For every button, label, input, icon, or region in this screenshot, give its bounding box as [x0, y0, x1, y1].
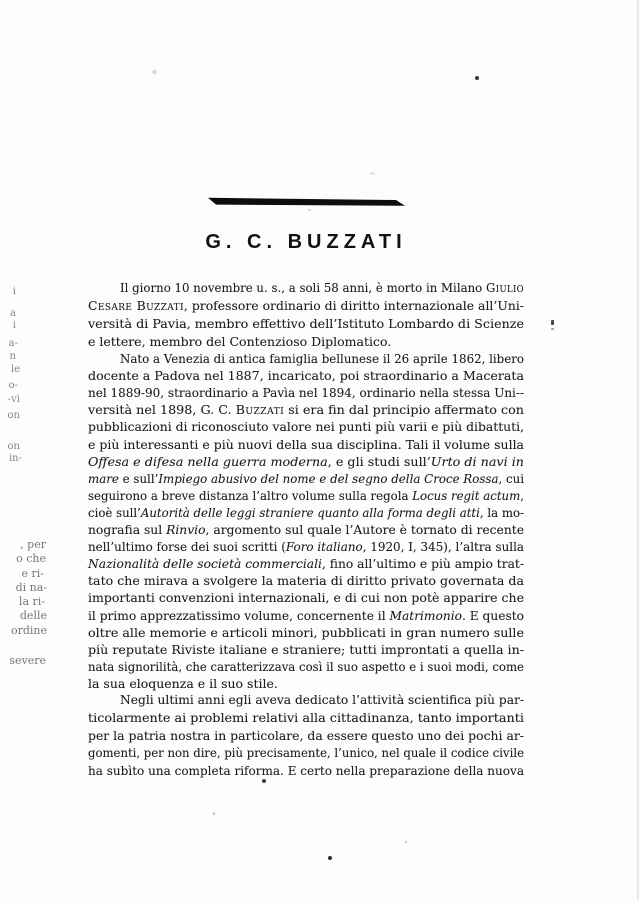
- ink-speck: [213, 812, 215, 815]
- text-line: [88, 555, 532, 572]
- margin-text-fragment: la ri-: [18, 595, 45, 608]
- margin-text-fragment: o che: [16, 552, 46, 565]
- body-text: nografia sul: [88, 522, 167, 537]
- italic-text: Autorità delle leggi straniere quanto alla forma degli atti: [140, 504, 480, 520]
- text-line: [88, 607, 534, 624]
- margin-text-fragment: di na-: [15, 581, 47, 594]
- body-text: seguirono a breve distanza l’altro volume sulla regola: [88, 487, 413, 503]
- italic-text: Rinvio: [166, 522, 206, 537]
- text-line: [88, 589, 524, 606]
- body-text: pubblicazioni di riconosciuto valore nei punti più varii e più dibattuti,: [88, 419, 524, 435]
- smallcaps-name: Giulio: [485, 280, 524, 295]
- margin-text-fragment: on: [7, 410, 20, 421]
- body-text: nata signorilità, che caratterizzava così il suo aspetto e i suoi modi, come: [88, 658, 524, 674]
- ink-speck: [328, 856, 332, 860]
- text-line: [88, 384, 543, 401]
- margin-text-fragment: a-: [8, 338, 18, 349]
- body-text: versità nel 1898, G. C.: [88, 402, 236, 418]
- margin-text-fragment: i: [12, 320, 16, 331]
- ink-speck: [308, 209, 311, 211]
- italic-text: Foro italiano: [285, 539, 363, 555]
- text-line: [88, 538, 545, 555]
- text-line: [88, 470, 549, 487]
- smallcaps-name: Buzzati: [235, 402, 285, 418]
- body-text: la sua eloquenza e il suo stile.: [88, 675, 278, 691]
- body-text: docente a Padova nel 1887, incaricato, poi straordinario a Macerata: [88, 368, 524, 384]
- text-line: [88, 315, 524, 332]
- body-text: ha subìto una completa riforma. E certo nella preparazione della nuova: [88, 763, 524, 779]
- body-text: Negli ultimi anni egli aveva dedicato l’attività scientifica più par-: [120, 692, 524, 707]
- italic-text: mare: [88, 470, 119, 486]
- body-text: nell’ultimo forse dei suoi scritti (: [88, 539, 286, 555]
- text-line: [120, 350, 547, 367]
- text-line: [88, 762, 541, 779]
- page-title: G. C. BUZZATI: [205, 231, 407, 253]
- text-line: [88, 297, 527, 314]
- text-line: [88, 709, 524, 726]
- text-line: [88, 453, 524, 470]
- body-text: oltre alle memorie e articoli minori, pubblicati in gran numero sulle: [88, 624, 524, 640]
- body-text: ,: [520, 487, 524, 503]
- ink-speck: [405, 841, 407, 843]
- text-line: [88, 504, 552, 521]
- margin-text-fragment: in-: [8, 453, 22, 464]
- text-line: [88, 675, 278, 692]
- margin-text-fragment: , per: [20, 538, 46, 551]
- body-text: Il giorno 10 novembre u. s., a soli 58 anni, è morto in Milano: [120, 280, 486, 295]
- text-line: [88, 401, 524, 418]
- ink-speck: [152, 70, 157, 74]
- italic-text: Nazionalità delle società commerciali: [88, 556, 322, 572]
- text-line: [88, 367, 524, 384]
- text-line: [88, 658, 553, 675]
- italic-text: Matrimonio: [389, 607, 462, 623]
- margin-text-fragment: i: [12, 286, 16, 297]
- section-divider-rule: [208, 192, 405, 202]
- body-text: gomenti, per non dire, più precisamente, l’unico, nel quale il codice civile: [88, 745, 524, 761]
- body-text: , cui: [498, 470, 524, 486]
- body-text: , 1920, I, 345), l’altra sulla: [362, 539, 524, 555]
- italic-text: Impiego abusivo del nome e del segno della Croce Rossa: [158, 470, 499, 486]
- text-line: [88, 487, 552, 504]
- body-text: e sull’: [118, 470, 159, 486]
- text-line: [88, 727, 527, 744]
- body-text: e lettere, membro del Contenzioso Diplomatico.: [88, 334, 392, 349]
- body-text: per la patria nostra in particolare, da essere questo uno dei pochi ar-: [88, 727, 524, 743]
- ink-speck: [262, 779, 266, 783]
- text-line: [120, 279, 550, 296]
- body-text: si era fin dal principio affermato con: [284, 402, 524, 418]
- text-line: [120, 691, 532, 708]
- ink-speck: [551, 328, 554, 330]
- text-line: [88, 333, 391, 350]
- margin-text-fragment: a: [10, 308, 16, 319]
- margin-text-fragment: -vi: [7, 394, 20, 405]
- body-text: Nato a Venezia di antica famiglia bellunese il 26 aprile 1862, libero: [120, 351, 524, 366]
- body-text: tato che mirava a svolgere la materia di diritto privato governata da: [88, 573, 524, 589]
- body-text: cioè sull’: [88, 504, 141, 520]
- margin-text-fragment: n: [9, 351, 16, 362]
- body-text: , professore ordinario di diritto internazionale all’Uni-: [183, 298, 524, 313]
- text-line: [88, 624, 524, 641]
- margin-text-fragment: le: [10, 364, 20, 375]
- body-text: , fino all’ultimo e più ampio trat-: [321, 556, 524, 572]
- text-line: [88, 641, 524, 658]
- italic-text: Urto di navi in: [430, 453, 524, 469]
- body-text: , la mo-: [479, 504, 524, 520]
- divider-bar-shape: [208, 197, 405, 207]
- smallcaps-name: Cesare Buzzati: [88, 298, 184, 313]
- text-line: [88, 418, 529, 435]
- text-line: [88, 744, 555, 761]
- body-text: ticolarmente ai problemi relativi alla cittadinanza, tanto importanti: [88, 709, 524, 725]
- body-text: importanti convenzioni internazionali, e di cui non potè apparire che: [88, 590, 524, 606]
- margin-text-fragment: on: [7, 441, 20, 452]
- ink-speck: [551, 320, 554, 325]
- body-text: nel 1889-90, straordinario a Pavìa nel 1894, ordinario nella stessa Uni--: [88, 385, 524, 401]
- ink-speck: [475, 76, 479, 80]
- ink-speck: [370, 172, 375, 175]
- body-text: più reputate Riviste italiane e straniere; tutti improntati a quella in-: [88, 641, 524, 657]
- text-line: [88, 436, 525, 453]
- italic-text: Offesa e difesa nella guerra moderna: [88, 453, 328, 469]
- body-text: versità di Pavia, membro effettivo dell’Istituto Lombardo di Scienze: [88, 316, 524, 331]
- margin-text-fragment: o-: [8, 380, 18, 391]
- margin-text-fragment: delle: [19, 609, 47, 622]
- body-text: . E questo: [461, 607, 524, 623]
- body-text: e più interessanti e più nuovi della sua disciplina. Tali il volume sulla: [88, 436, 524, 452]
- italic-text: Locus regit actum: [412, 487, 521, 503]
- text-line: [88, 521, 530, 538]
- text-line: [88, 572, 524, 589]
- body-text: , argomento sul quale l’Autore è tornato di recente: [205, 522, 524, 537]
- margin-text-fragment: ordine: [10, 624, 47, 637]
- body-text: il primo apprezzatissimo volume, concernente il: [88, 607, 390, 623]
- margin-text-fragment: severe: [9, 654, 46, 667]
- margin-text-fragment: e ri-: [21, 567, 44, 580]
- body-text: , e gli studi sull’: [327, 453, 431, 469]
